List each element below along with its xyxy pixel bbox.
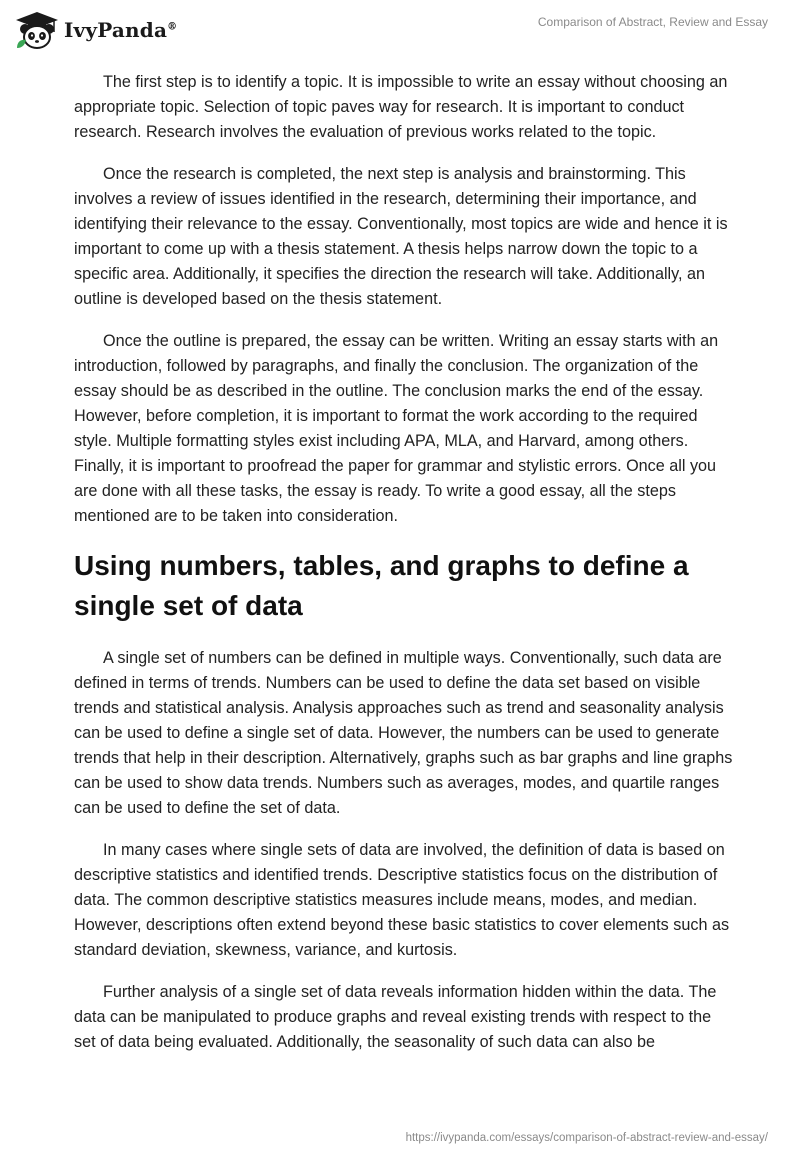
source-url[interactable]: https://ivypanda.com/essays/comparison-of-abstract-review-and-essay/ <box>405 1132 768 1144</box>
page-header <box>0 0 800 70</box>
paragraph: Further analysis of a single set of data reveals information hidden within the data. The data can be manipulated to produce graphs and reveal existing trends with respect to the set of data being evaluated. Additionally, the seasonality of such data can also be <box>74 983 717 1051</box>
paragraph: In many cases where single sets of data are involved, the definition of data is based on descriptive statistics and identified trends. Descriptive statistics focus on the distribution of data. The common descriptive statistics measures include means, modes, and median. However, descriptions often extend beyond these basic statistics to cover elements such as standard deviation, skewness, variance, and kurtosis. <box>74 841 730 959</box>
paragraph: Once the outline is prepared, the essay can be written. Writing an essay starts with an introduction, followed by paragraphs, and finally the conclusion. The organization of the essay should be as described in the outline. The conclusion marks the end of the essay. However, before completion, it is important to format the work according to the required style. Multiple formatting styles exist including APA, MLA, and Harvard, among others. Finally, it is important to proofread the paper for grammar and stylistic errors. Once all you are done with all these tasks, the essay is ready. To write a good essay, all the steps mentioned are to be taken into consideration. <box>74 332 719 525</box>
brand-name: IvyPanda® <box>64 18 178 42</box>
document-title: Comparison of Abstract, Review and Essay <box>537 15 768 29</box>
article-body <box>74 70 734 1072</box>
section-heading: Using numbers, tables, and graphs to define a single set of data <box>74 550 689 621</box>
paragraph: A single set of numbers can be defined in multiple ways. Conventionally, such data are defined in terms of trends. Numbers can be used to define the data set based on visible trends and statistical analysis. Analysis approaches such as trend and seasonality analysis can be used to define a single set of data. However, the numbers can be used to generate trends that help in their description. Alternatively, graphs such as bar graphs and line graphs can be used to show data trends. Numbers such as averages, modes, and quartile ranges can be used to define the set of data. <box>74 649 733 817</box>
paragraph: Once the research is completed, the next step is analysis and brainstorming. This involves a review of issues identified in the research, determining their importance, and identifying their relevance to the essay. Conventionally, most topics are wide and hence it is important to come up with a thesis statement. A thesis helps narrow down the topic to a specific area. Additionally, it specifies the direction the research will take. Additionally, an outline is developed based on the thesis statement. <box>74 165 728 308</box>
panda-logo-icon <box>14 10 60 50</box>
brand-logo[interactable] <box>14 10 177 50</box>
paragraph: The first step is to identify a topic. It is impossible to write an essay without choosing an appropriate topic. Selection of topic paves way for research. It is important to conduct research. Research involves the evaluation of previous works related to the topic. <box>74 73 728 141</box>
